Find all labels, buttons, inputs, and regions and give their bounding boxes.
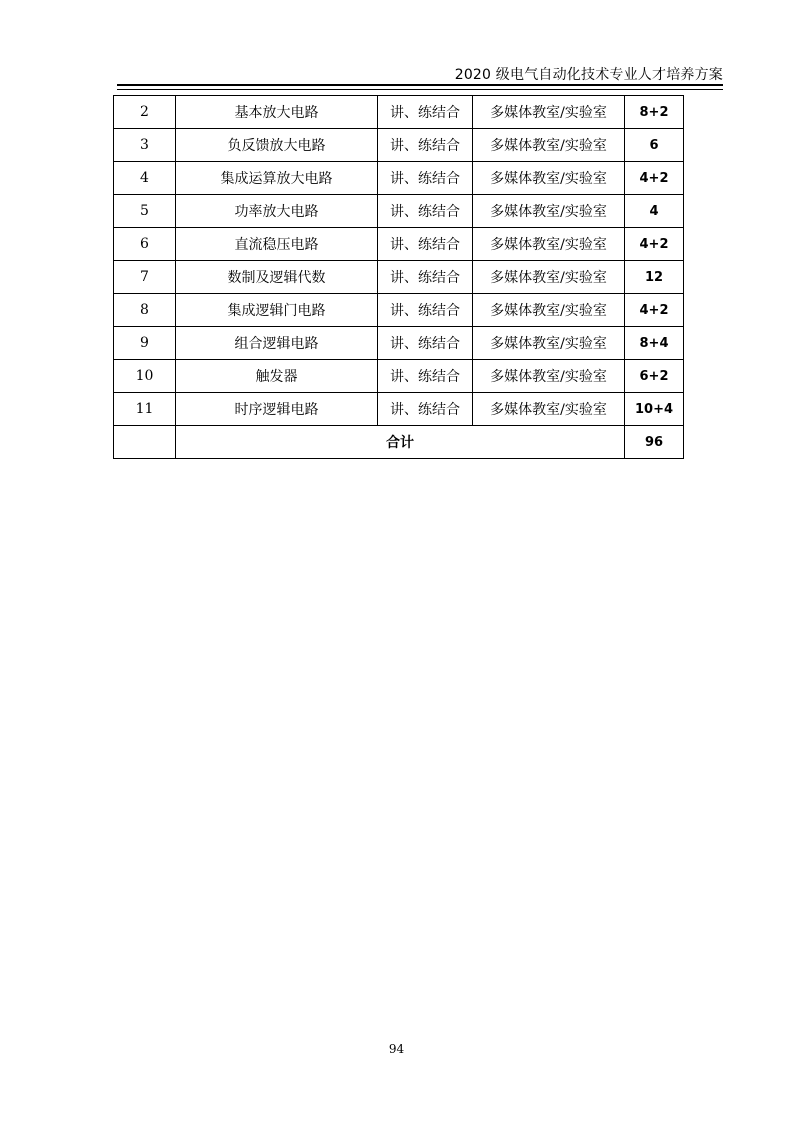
- row-number: 5: [114, 195, 176, 228]
- table-total-row: [114, 426, 684, 459]
- row-number: 11: [114, 393, 176, 426]
- chapter-name: 集成运算放大电路: [176, 162, 378, 195]
- table-row: [114, 96, 684, 129]
- total-label: 合计: [176, 426, 625, 459]
- teaching-location: 多媒体教室/实验室: [473, 327, 625, 360]
- row-number: 6: [114, 228, 176, 261]
- class-hours: 4+2: [625, 162, 684, 195]
- table-body: [114, 96, 684, 459]
- teaching-method: 讲、练结合: [378, 96, 473, 129]
- row-number: 8: [114, 294, 176, 327]
- header-rule-thick: [117, 84, 723, 86]
- row-number: 7: [114, 261, 176, 294]
- teaching-location: 多媒体教室/实验室: [473, 294, 625, 327]
- chapter-name: 功率放大电路: [176, 195, 378, 228]
- course-schedule-table: [113, 95, 684, 459]
- class-hours: 6+2: [625, 360, 684, 393]
- class-hours: 6: [625, 129, 684, 162]
- chapter-name: 组合逻辑电路: [176, 327, 378, 360]
- teaching-location: 多媒体教室/实验室: [473, 129, 625, 162]
- row-number: 4: [114, 162, 176, 195]
- teaching-location: 多媒体教室/实验室: [473, 228, 625, 261]
- class-hours: 4+2: [625, 228, 684, 261]
- teaching-method: 讲、练结合: [378, 360, 473, 393]
- class-hours: 4+2: [625, 294, 684, 327]
- page-header-title: 2020 级电气自动化技术专业人才培养方案: [454, 67, 723, 83]
- table-row: [114, 162, 684, 195]
- chapter-name: 时序逻辑电路: [176, 393, 378, 426]
- teaching-location: 多媒体教室/实验室: [473, 96, 625, 129]
- teaching-method: 讲、练结合: [378, 162, 473, 195]
- table-row: [114, 195, 684, 228]
- table-row: [114, 294, 684, 327]
- total-row-number-cell: [114, 426, 176, 459]
- teaching-location: 多媒体教室/实验室: [473, 360, 625, 393]
- chapter-name: 直流稳压电路: [176, 228, 378, 261]
- teaching-location: 多媒体教室/实验室: [473, 393, 625, 426]
- chapter-name: 集成逻辑门电路: [176, 294, 378, 327]
- teaching-location: 多媒体教室/实验室: [473, 261, 625, 294]
- row-number: 10: [114, 360, 176, 393]
- teaching-method: 讲、练结合: [378, 129, 473, 162]
- teaching-method: 讲、练结合: [378, 195, 473, 228]
- teaching-location: 多媒体教室/实验室: [473, 195, 625, 228]
- teaching-method: 讲、练结合: [378, 294, 473, 327]
- class-hours: 10+4: [625, 393, 684, 426]
- class-hours: 4: [625, 195, 684, 228]
- teaching-method: 讲、练结合: [378, 261, 473, 294]
- table-row: [114, 393, 684, 426]
- table-row: [114, 129, 684, 162]
- class-hours: 12: [625, 261, 684, 294]
- table-row: [114, 261, 684, 294]
- table-row: [114, 228, 684, 261]
- teaching-method: 讲、练结合: [378, 393, 473, 426]
- table-row: [114, 360, 684, 393]
- teaching-method: 讲、练结合: [378, 228, 473, 261]
- chapter-name: 负反馈放大电路: [176, 129, 378, 162]
- total-hours: 96: [625, 426, 684, 459]
- chapter-name: 触发器: [176, 360, 378, 393]
- row-number: 9: [114, 327, 176, 360]
- chapter-name: 基本放大电路: [176, 96, 378, 129]
- row-number: 2: [114, 96, 176, 129]
- row-number: 3: [114, 129, 176, 162]
- teaching-method: 讲、练结合: [378, 327, 473, 360]
- teaching-location: 多媒体教室/实验室: [473, 162, 625, 195]
- class-hours: 8+2: [625, 96, 684, 129]
- header-rule-thin: [117, 89, 723, 90]
- table-row: [114, 327, 684, 360]
- chapter-name: 数制及逻辑代数: [176, 261, 378, 294]
- class-hours: 8+4: [625, 327, 684, 360]
- page-number: 94: [388, 1042, 405, 1056]
